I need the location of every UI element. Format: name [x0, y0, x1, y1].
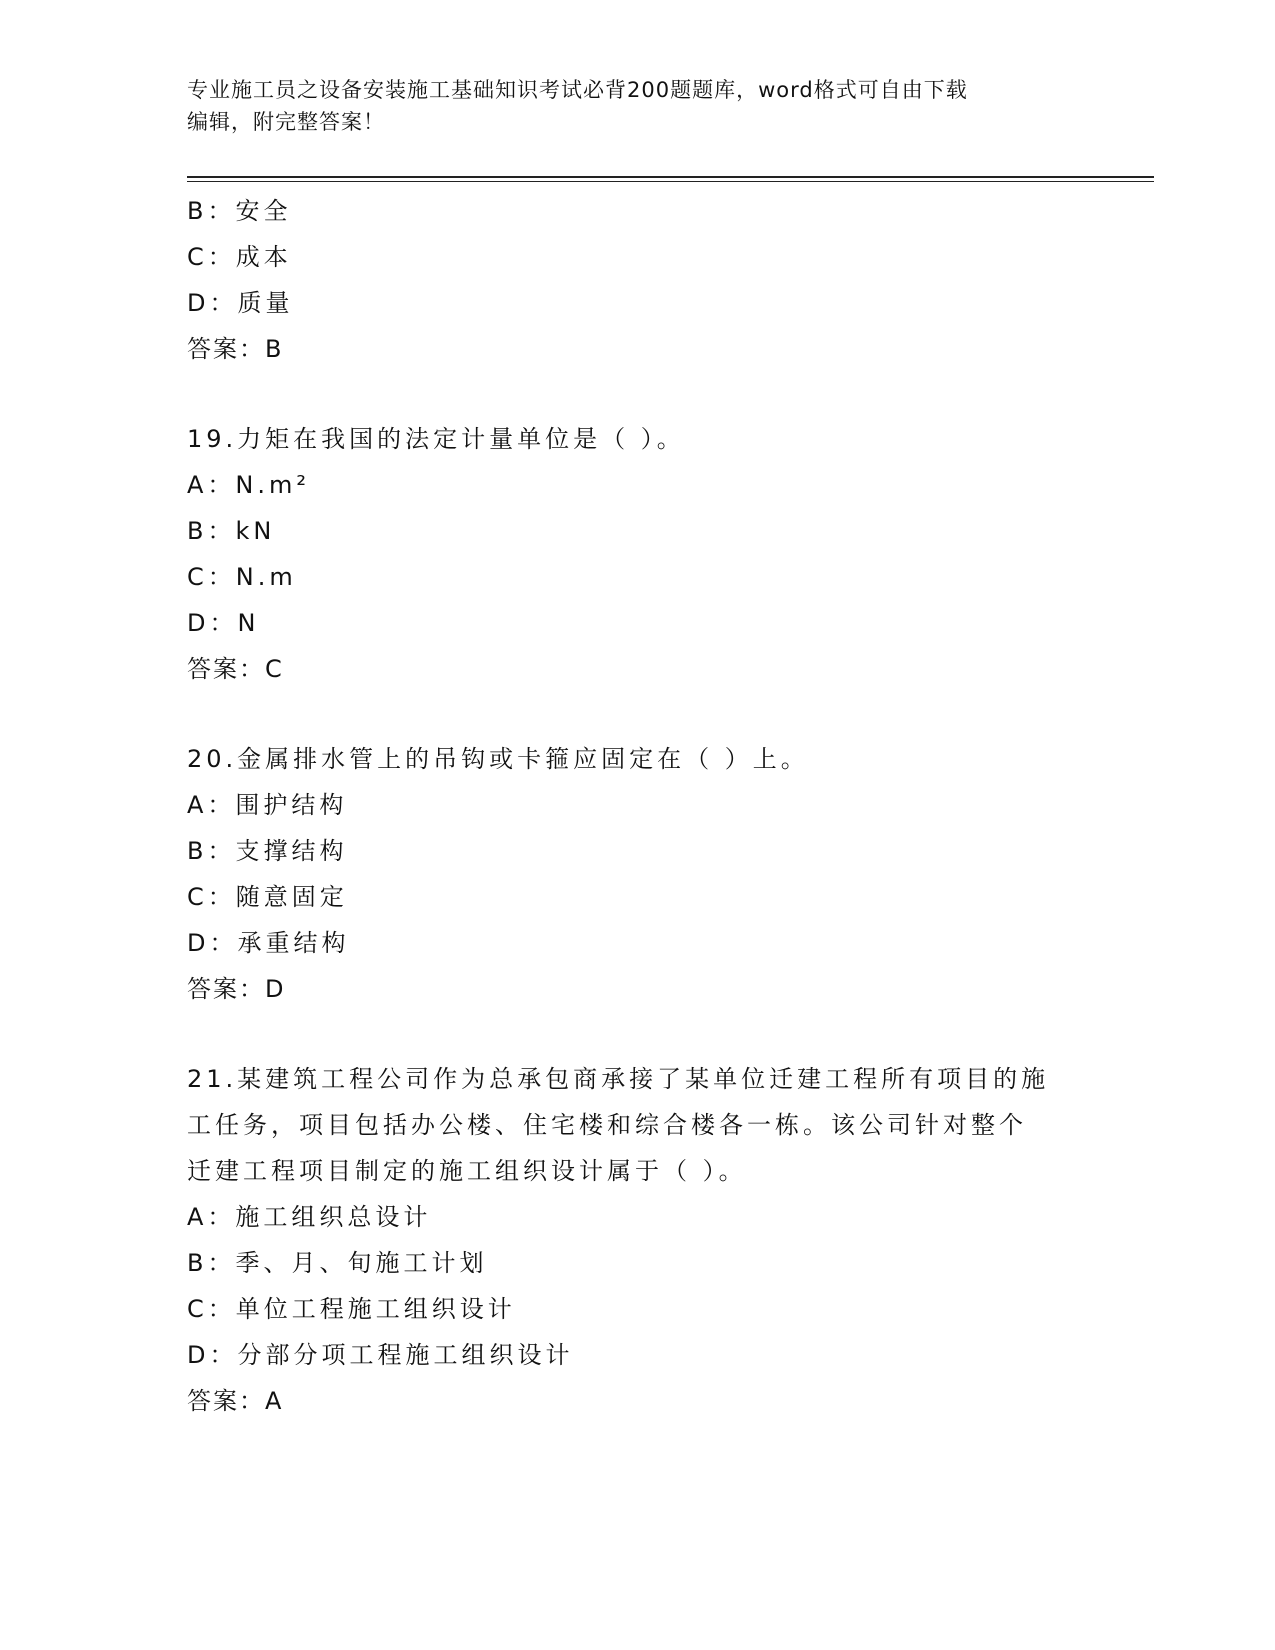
option-a: A：N.m²: [187, 471, 310, 499]
option-a: A：围护结构: [187, 791, 348, 819]
header-title-line-2: 编辑，附完整答案！: [187, 110, 385, 134]
spacer: [187, 372, 1087, 416]
document-body: [187, 188, 1087, 1424]
question-text-line-1: 21.某建筑工程公司作为总承包商承接了某单位迁建工程所有项目的施: [187, 1065, 1050, 1093]
document-header: [187, 74, 1087, 138]
option-b: B：安全: [187, 197, 292, 225]
option-d: D：质量: [187, 289, 294, 317]
header-divider-thin: [187, 181, 1154, 182]
option-c: C：单位工程施工组织设计: [187, 1295, 516, 1323]
option-b: B：季、月、旬施工计划: [187, 1249, 488, 1277]
option-c: C：随意固定: [187, 883, 348, 911]
option-d: D：N: [187, 609, 260, 637]
option-b: B：支撑结构: [187, 837, 348, 865]
question-text: 20.金属排水管上的吊钩或卡箍应固定在（ ）上。: [187, 745, 809, 773]
question-text-line-3: 迁建工程项目制定的施工组织设计属于（ ）。: [187, 1157, 747, 1185]
spacer: [187, 1012, 1087, 1056]
option-a: A：施工组织总设计: [187, 1203, 432, 1231]
option-d: D：承重结构: [187, 929, 350, 957]
header-divider-thick: [187, 176, 1154, 178]
question-20: [187, 736, 1087, 1012]
answer-line: 答案：A: [187, 1387, 284, 1415]
option-c: C：成本: [187, 243, 292, 271]
answer-line: 答案：B: [187, 335, 284, 363]
option-d: D：分部分项工程施工组织设计: [187, 1341, 574, 1369]
spacer: [187, 692, 1087, 736]
question-text: 19.力矩在我国的法定计量单位是（ ）。: [187, 425, 685, 453]
answer-line: 答案：D: [187, 975, 286, 1003]
answer-line: 答案：C: [187, 655, 284, 683]
option-b: B：kN: [187, 517, 276, 545]
option-c: C：N.m: [187, 563, 297, 591]
question-18-tail: [187, 188, 1087, 372]
question-19: [187, 416, 1087, 692]
question-text-line-2: 工任务，项目包括办公楼、住宅楼和综合楼各一栋。该公司针对整个: [187, 1111, 1027, 1139]
header-title-line-1: 专业施工员之设备安装施工基础知识考试必背200题题库，word格式可自由下载: [187, 78, 968, 102]
question-21: [187, 1056, 1087, 1424]
